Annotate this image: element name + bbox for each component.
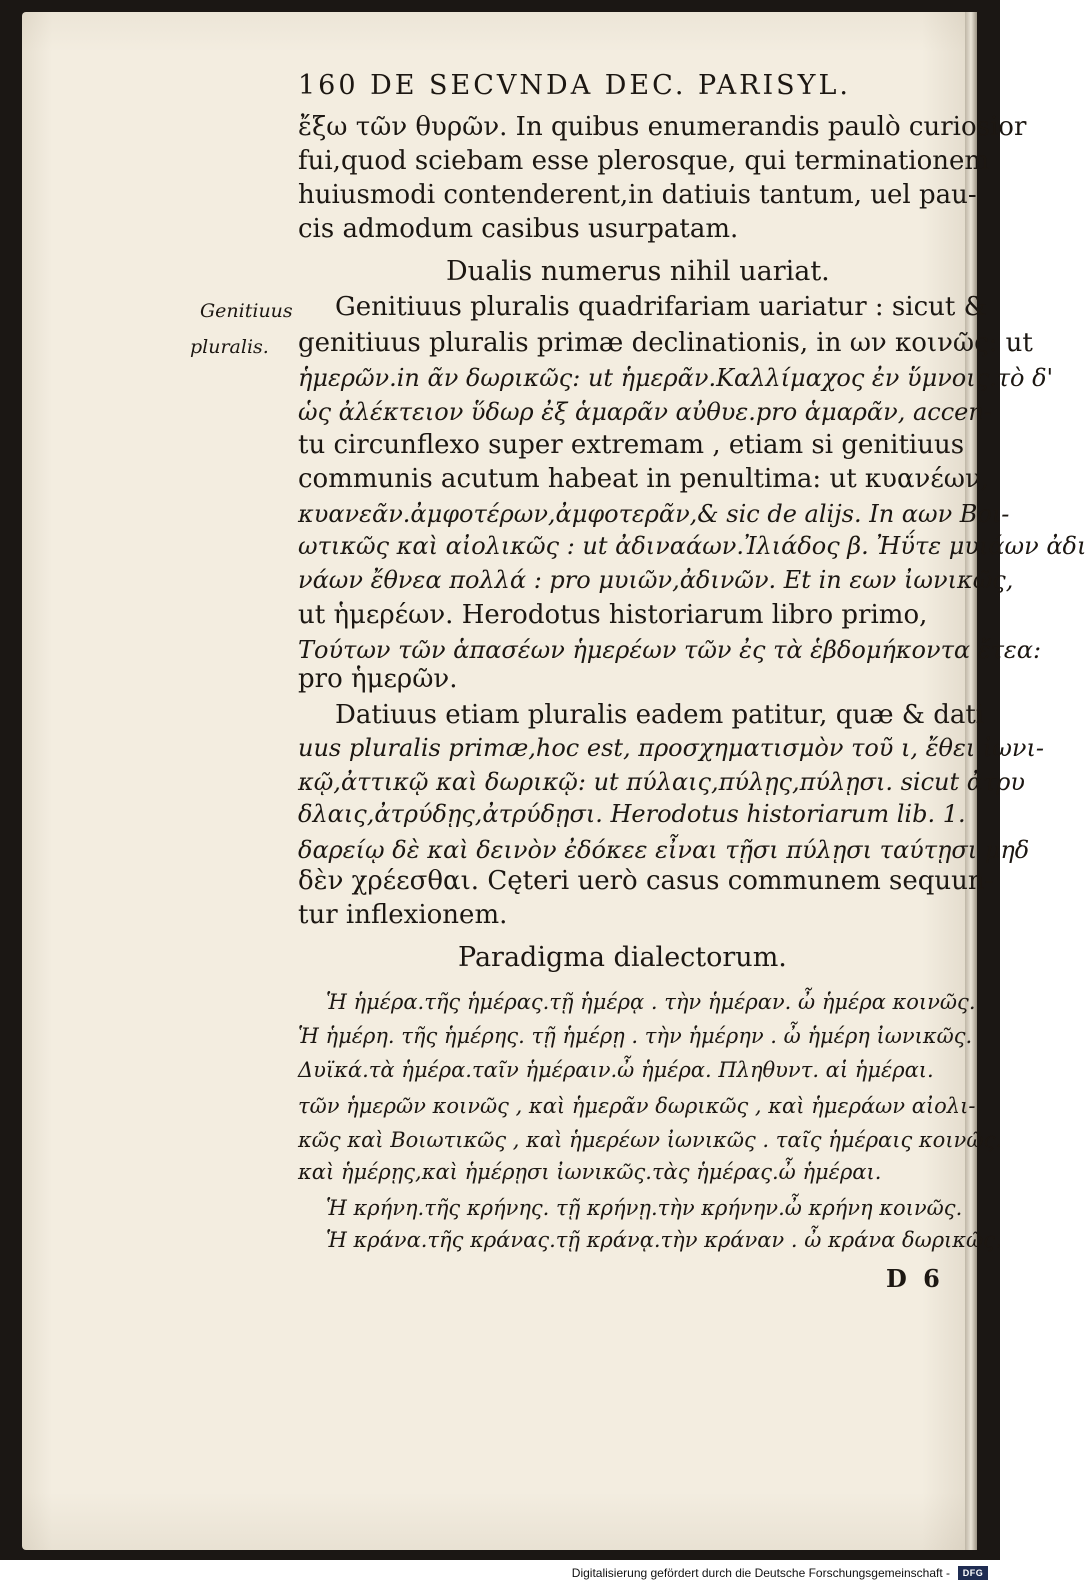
signature-mark: D 6: [886, 1264, 944, 1293]
paradigm-line: Ἡ κρήνη.τῆς κρήνης. τῇ κρήνῃ.τὴν κρήνην.ὦ κρήνη κοινῶς.: [326, 1196, 963, 1220]
paradigm-line: Ἡ ἡμέρη. τῆς ἡμέρης. τῇ ἡμέρῃ . τὴν ἡμέρην . ὦ ἡμέρη ἰωνικῶς.: [298, 1024, 973, 1048]
dfg-logo: DFG: [958, 1566, 988, 1580]
paradigm-line: Ἡ κράνα.τῆς κράνας.τῇ κράνᾳ.τὴν κράναν . ὦ κράνα δωρικῶς.: [326, 1228, 1002, 1252]
text-line: κυανεᾶν.ἀμφοτέρων,ἀμφοτερᾶν,& sic de alijs. In αων Βοι-: [298, 500, 1010, 528]
text-line: huiusmodi contenderent,in datiuis tantum, uel pau-: [298, 180, 977, 210]
text-line: ἡμερῶν.in ᾶν δωρικῶς: ut ἡμερᾶν.Καλλίμαχος ἐν ὕμνοις.τὸ δ': [298, 364, 1054, 392]
text-line: uus pluralis primæ,hoc est, προσχηματισμὸν τοῦ ι, ἔθει ἰωνι-: [298, 734, 1045, 762]
text-line: δλαις,ἀτρύδῃς,ἀτρύδῃσι. Herodotus historiarum lib. 1.: [298, 800, 966, 828]
text-line: Genitiuus pluralis quadrifariam uariatur : sicut &: [335, 292, 987, 322]
text-line: Τούτων τῶν ἁπασέων ἡμερέων τῶν ἐς τὰ ἑβδομήκοντα ἔτεα:: [298, 636, 1042, 664]
text-line: Datiuus etiam pluralis eadem patitur, quæ & dati: [335, 700, 985, 730]
text-line: δὲν χρέεσθαι. Cęteri uerò casus communem sequun-: [298, 866, 994, 896]
text-line: δαρείῳ δὲ καὶ δεινὸν ἐδόκεε εἶναι τῇσι πύλῃσι ταύτῃσι μηδ: [298, 836, 1030, 864]
margin-note-line-1: Genitiuus: [200, 300, 293, 322]
text-line: tur inflexionem.: [298, 900, 508, 930]
text-line: ωτικῶς καὶ αἰολικῶς : ut ἀδιναάων.Ἰλιάδος β. Ἠΰτε μυιάων ἀδι: [298, 532, 1086, 560]
paradigm-line: τῶν ἡμερῶν κοινῶς , καὶ ἡμερᾶν δωρικῶς , καὶ ἡμεράων αἰολι-: [298, 1094, 976, 1118]
text-line: fui,quod sciebam esse plerosque, qui terminationem: [298, 146, 990, 176]
paradigm-line: καὶ ἡμέρῃς,καὶ ἡμέρῃσι ἰωνικῶς.τὰς ἡμέρας.ὦ ἡμέραι.: [298, 1160, 882, 1184]
paradigm-line: κῶς καὶ Βοιωτικῶς , καὶ ἡμερέων ἰωνικῶς . ταῖς ἡμέραις κοινῶς.: [298, 1128, 1002, 1152]
text-line: cis admodum casibus usurpatam.: [298, 214, 739, 244]
paradigm-line: Δυϊκά.τὰ ἡμέρα.ταῖν ἡμέραιν.ὦ ἡμέρα. Πληθυντ. αἱ ἡμέραι.: [298, 1058, 934, 1082]
margin-note-line-2: pluralis.: [190, 336, 269, 358]
running-header: 160 DE SECVNDA DEC. PARISYL.: [298, 70, 852, 101]
funding-credit: Digitalisierung gefördert durch die Deutsche Forschungsgemeinschaft -: [571, 1566, 950, 1580]
text-line: genitiuus pluralis primæ declinationis, in ων κοινῶς: ut: [298, 328, 1033, 358]
text-line: ut ἡμερέων. Herodotus historiarum libro primo,: [298, 600, 928, 630]
text-line: tu circunflexo super extremam , etiam si genitiuus: [298, 430, 965, 460]
section-heading-dual: Dualis numerus nihil uariat.: [446, 256, 830, 287]
text-line: ἔξω τῶν θυρῶν. In quibus enumerandis paulò curiosior: [298, 112, 1027, 142]
text-line: ὡς ἀλέκτειον ὕδωρ ἐξ ἁμαρᾶν αὐθυε.pro ἁμαρᾶν, accen-: [298, 398, 992, 426]
paradigm-line: Ἡ ἡμέρα.τῆς ἡμέρας.τῇ ἡμέρᾳ . τὴν ἡμέραν. ὦ ἡμέρα κοινῶς.: [326, 990, 976, 1014]
text-line: communis acutum habeat in penultima: ut κυανέων,: [298, 464, 990, 494]
section-heading-paradigm: Paradigma dialectorum.: [458, 942, 787, 973]
text-line: νάων ἔθνεα πολλά : pro μυιῶν,ἀδινῶν. Et in εων ἰωνικῶς,: [298, 566, 1014, 594]
text-line: κῷ,ἀττικῷ καὶ δωρικῷ: ut πύλαις,πύλῃς,πύλῃσι. sicut ἀτρυ: [298, 768, 1025, 796]
text-line: pro ἡμερῶν.: [298, 664, 458, 694]
footer-bar: [0, 1560, 1000, 1588]
